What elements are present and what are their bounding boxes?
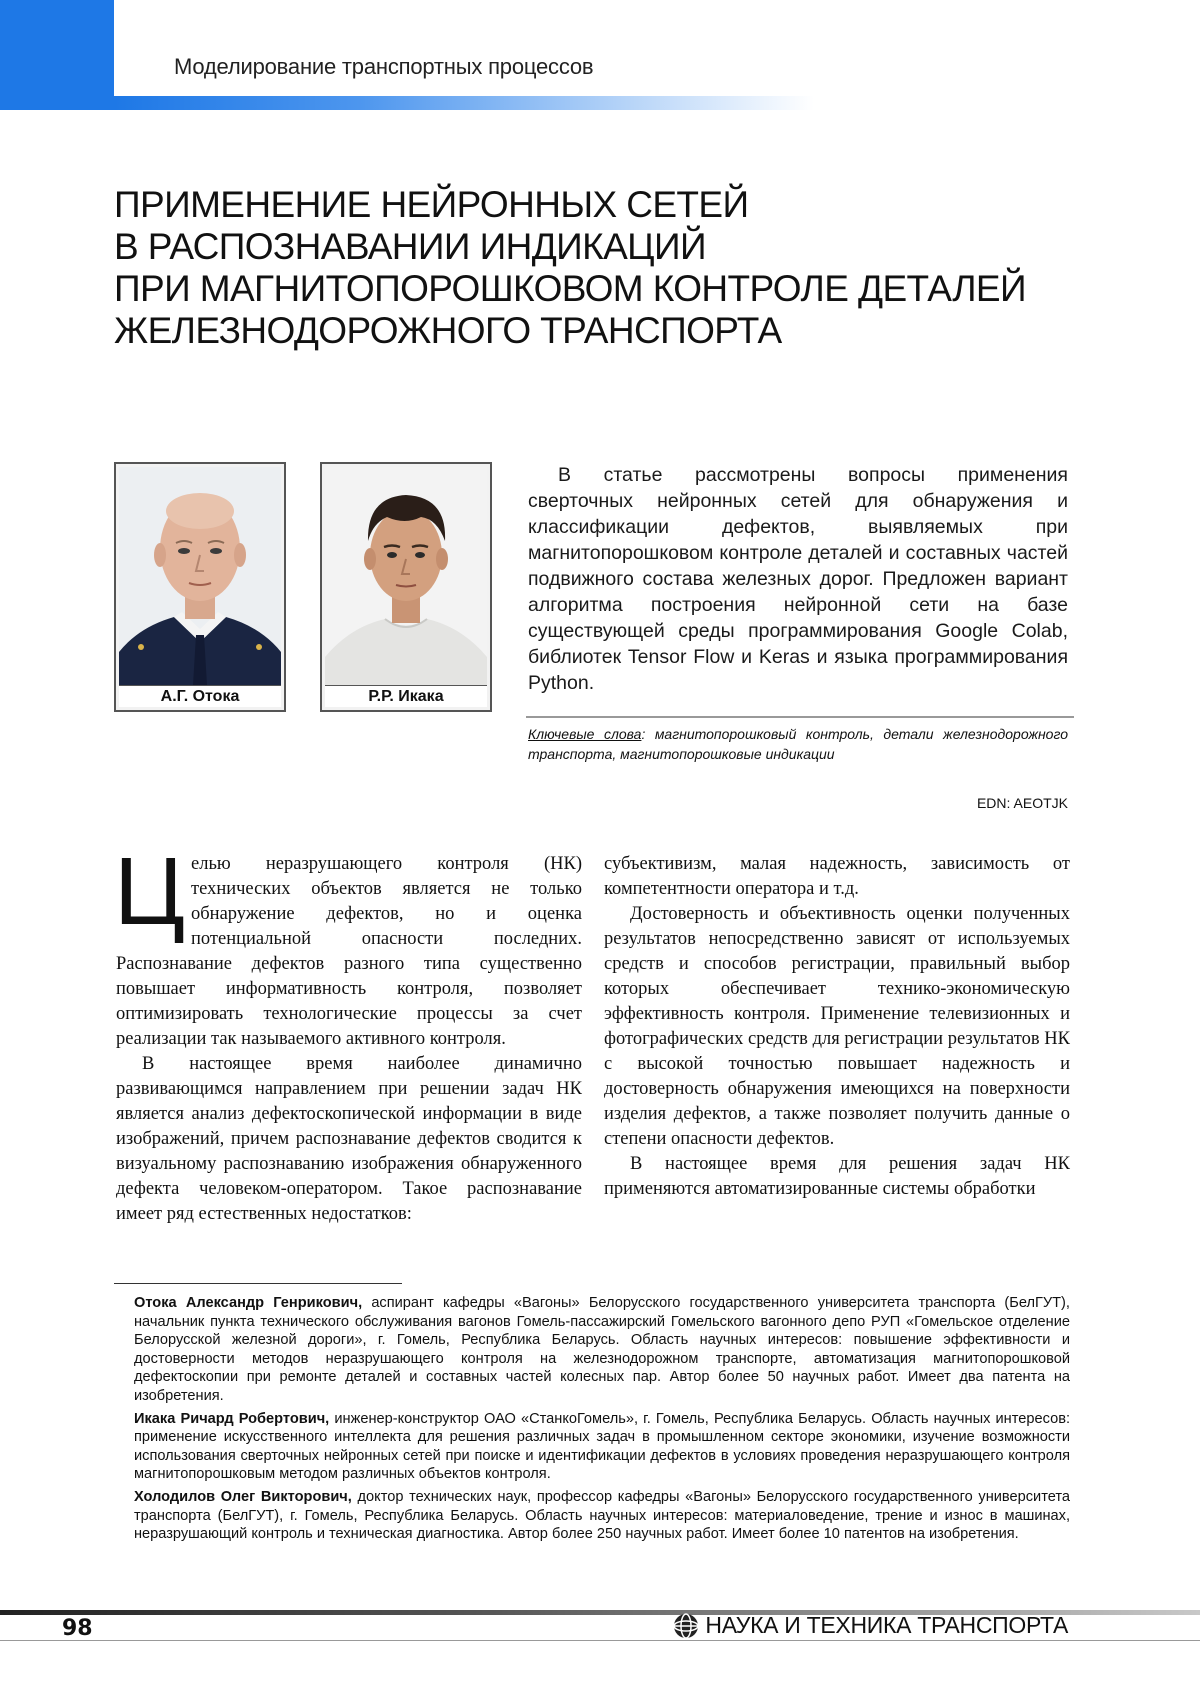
title-line-3: ПРИ МАГНИТОПОРОШКОВОМ КОНТРОЛЕ ДЕТАЛЕЙ: [114, 268, 1026, 309]
section-title: Моделирование транспортных процессов: [174, 54, 594, 79]
footnote-divider: [114, 1283, 402, 1284]
paragraph-text: елью неразрушающего контроля (НК) технических объектов является не только обнаружение дефектов, но и оценка потенциальной опасности последних. Распознавание дефектов разного типа существенно повышает информативность контроля, позволяет оптимизировать технологические процессы за счет реализации так называемого активного контроля.: [116, 854, 582, 1049]
keywords-label: Ключевые слова: [528, 726, 642, 742]
keywords-divider: [526, 716, 1074, 718]
author-photo-1: [119, 467, 281, 685]
footnote-text: доктор технических наук, профессор кафедры «Вагоны» Белорусского государственного университета транспорта (БелГУТ), г. Гомель, Республика Беларусь. Область научных интересов: материаловедение, трение и износ в машинах, неразрушающий контроль и техническая диагностика. Автор более 250 научных работ. Имеет более 10 патентов на изобретения.: [134, 1488, 1070, 1543]
footnote-text: аспирант кафедры «Вагоны» Белорусского государственного университета транспорта (БелГУТ), начальник пункта технического обслуживания вагонов Гомель-пассажирский Гомельского вагонного депо РУП «Гомельское отделение Белорусской железной дороги», г. Гомель, Республика Беларусь. Область научных интересов: повышение эффективности и достоверности методов неразрушающего контроля на железнодорожном транспорте, автоматизация магнитопорошковой дефектоскопии при ремонте деталей и составных частей колесных пар. Автор более 50 научных работ. Имеет два патента на изобретения.: [134, 1295, 1070, 1404]
keywords-text: : магнитопорошковый контроль, детали железнодорожного транспорта, магнитопорошковые индикации: [528, 726, 1068, 762]
body-paragraph: В настоящее время наиболее динамично развивающимся направлением при решении задач НК является анализ дефектоскопической информации в виде изображений, причем распознавание дефектов сводится к визуальному распознаванию изображения обнаруженного дефекта человеком-оператором. Такое распознавание имеет ряд естественных недостатков:: [116, 1054, 582, 1224]
edn-code: EDN: AEOTJK: [976, 795, 1068, 811]
title-line-4: ЖЕЛЕЗНОДОРОЖНОГО ТРАНСПОРТА: [114, 310, 782, 351]
footnote-author-1: [134, 1294, 1070, 1406]
body-paragraph: Достоверность и объективность оценки полученных результатов непосредственно зависят от используемых средств и способов регистрации, правильный выбор которых обеспечивает технико-экономическую эффективность контроля. Применение телевизионных и фотографических средств для регистрации результатов НК с высокой точностью повышает надежность и достоверность обнаружения имеющихся на поверхности изделия дефектов, а также позволяет получить данные о степени опасности дефектов.: [604, 904, 1070, 1149]
author-card-2: [320, 462, 492, 712]
journal-name: [673, 1612, 1068, 1639]
footnote-name: Икака Ричард Робертович,: [134, 1410, 330, 1427]
footnote-text: инженер-конструктор ОАО «СтанкоГомель», г. Гомель, Республика Беларусь. Область научных интересов: применение искусственного интеллекта для решения различных задач в промышленном секторе экономики, изучение возможности использования сверточных нейронных сетей при поиске и идентификации дефектов в условиях проведения неразрушающего контроля магнитопорошковым методом различных объектов контроля.: [134, 1410, 1070, 1483]
journal-title: НАУКА И ТЕХНИКА ТРАНСПОРТА: [705, 1612, 1068, 1638]
footer-thin-rule: [0, 1640, 1200, 1641]
footnote-name: Отока Александр Генрикович,: [134, 1295, 363, 1311]
body-column-1: [114, 838, 582, 1227]
header-gradient-bar: [114, 96, 814, 110]
author-footnotes: [134, 1294, 1070, 1548]
header-accent-block: [0, 0, 114, 110]
author-card-1: [114, 462, 286, 712]
abstract: В статье рассмотрены вопросы применения сверточных нейронных сетей для обнаружения и классификации дефектов, выявляемых при магнитопорошковом контроле деталей и составных частей подвижного состава железных дорог. Предложен вариант алгоритма построения нейронной сети на базе существующей среды программирования Google Colab, библиотек Tensor Flow и Keras и языка программирования Python.: [528, 464, 1068, 694]
title-line-2: В РАСПОЗНАВАНИИ ИНДИКАЦИЙ: [114, 226, 706, 267]
globe-logo-icon: [673, 1613, 699, 1639]
article-title: [114, 184, 1094, 352]
drop-cap: Ц: [114, 838, 186, 945]
page-number: 98: [62, 1616, 93, 1641]
body-paragraph: [114, 838, 582, 1052]
footnote-name: Холодилов Олег Викторович,: [134, 1488, 352, 1505]
author-caption-2: Р.Р. Икака: [325, 685, 487, 707]
author-photo-2: [325, 467, 487, 685]
author-caption-1: А.Г. Отока: [119, 685, 281, 707]
body-paragraph: В настоящее время для решения задач НК применяются автоматизированные системы обработки: [604, 1154, 1070, 1199]
footnote-author-2: [134, 1410, 1070, 1484]
body-column-2: [604, 852, 1070, 1202]
title-line-1: ПРИМЕНЕНИЕ НЕЙРОННЫХ СЕТЕЙ: [114, 184, 749, 225]
body-paragraph: субъективизм, малая надежность, зависимость от компетентности оператора и т.д.: [604, 854, 1070, 899]
keywords: [528, 724, 1068, 764]
footnote-author-3: [134, 1488, 1070, 1544]
